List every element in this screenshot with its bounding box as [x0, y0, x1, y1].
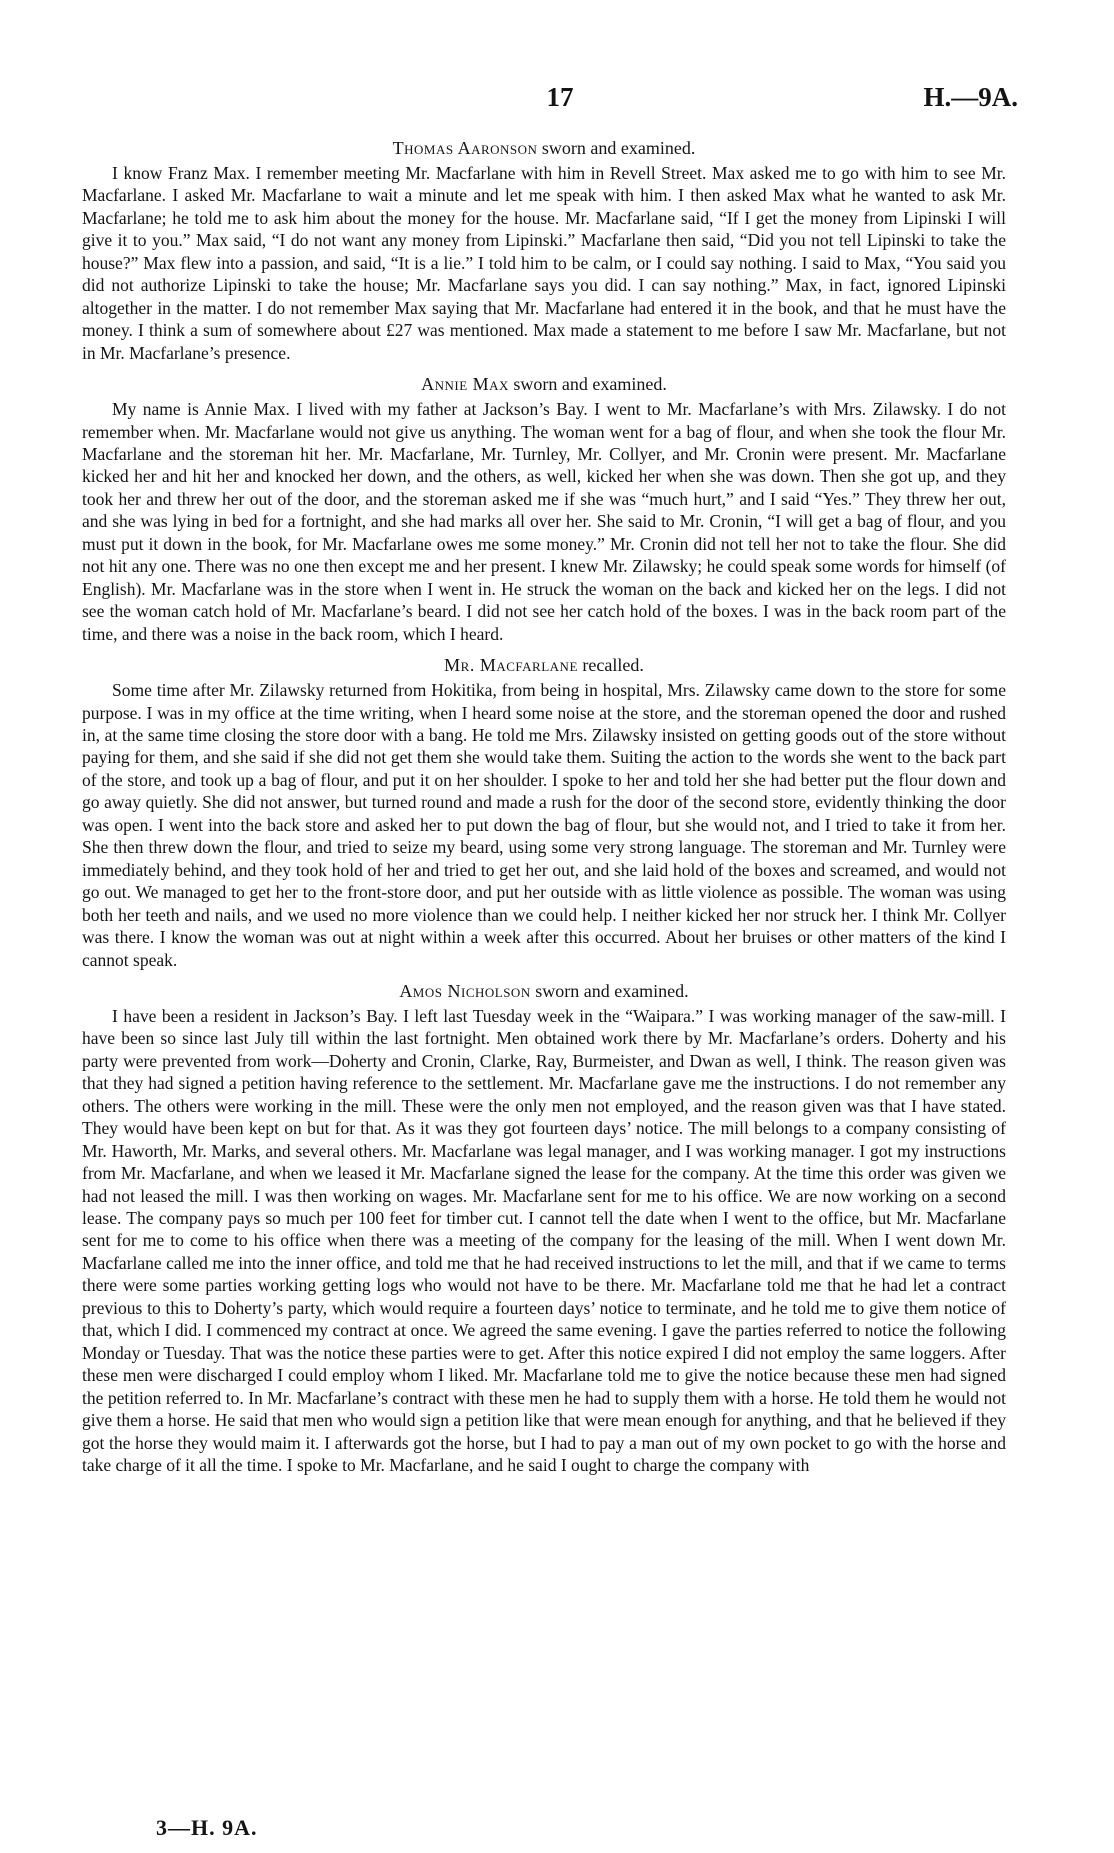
testimony-paragraph: I know Franz Max. I remember meeting Mr. Macfarlane with him in Revell Street. Max asked me to go with him to see Mr. Macfarlane. I asked Mr. Macfarlane to wait a minute and let me speak with him. I then asked Max what he wanted to ask Mr. Macfarlane; he told me to ask him about the money for the house. Mr. Macfarlane said, “If I get the money from Lipinski I will give it to you.” Max said, “I do not want any money from Lipinski.” Macfarlane then said, “Did you not tell Lipinski to take the house?” Max flew into a passion, and said, “It is a lie.” I told him to be calm, or I could say nothing. I said to Max, “You said you did not authorize Lipinski to take the house; Mr. Macfarlane says you did. I can say nothing.” Max, in fact, ignored Lipinski altogether in the matter. I do not remember Max saying that Mr. Macfarlane had entered it in the book, and that he must have the money. I think a sum of somewhere about £27 was mentioned. Max made a statement to me before I saw Mr. Macfarlane, but not in Mr. Macfarlane’s presence.	[82, 163, 1006, 363]
section-heading	[82, 654, 1006, 676]
heading-suffix: sworn and examined.	[508, 374, 667, 395]
document-body	[82, 137, 1006, 1485]
testimony-paragraph: Some time after Mr. Zilawsky returned from Hokitika, from being in hospital, Mrs. Zilawsky came down to the store for some purpose. I was in my office at the time writing, when I heard some noise at the store, and the storeman opened the door and rushed in, at the same time closing the store door with a bang. He told me Mrs. Zilawsky insisted on getting goods out of the store without paying for them, and she said if she did not get them she would take them. Suiting the action to the words she went to the back part of the store, and took up a bag of flour, and put it on her shoulder. I spoke to her and told her she had better put the flour down and go away quietly. She did not answer, but turned round and made a rush for the door of the second store, evidently thinking the door was open. I went into the back store and asked her to put down the bag of flour, but she would not, and I tried to take it from her. She then threw down the flour, and tried to seize my beard, using some very strong language. The storeman and Mr. Turnley were immediately behind, and they took hold of her and tried to get her out, and she laid hold of the boxes and screamed, and would not go out. We managed to get her to the front-store door, and put her outside with as little violence as possible. The woman was using both her teeth and nails, and we used no more violence than we could help. I neither kicked her nor struck her. I think Mr. Collyer was there. I know the woman was out at night within a week after this occurred. About her bruises or other matters of the kind I cannot speak.	[82, 680, 1006, 970]
testimony-paragraph: I have been a resident in Jackson’s Bay. I left last Tuesday week in the “Waipara.” I was working manager of the saw-mill. I have been so since last July till within the last fortnight. Men obtained work there by Mr. Macfarlane’s orders. Doherty and his party were prevented from work—Doherty and Cronin, Clarke, Ray, Burmeister, and Dwan as well, I think. The reason given was that they had signed a petition having reference to the settlement. Mr. Macfarlane gave me the instructions. I do not remember any others. The others were working in the mill. These were the only men not employed, and the reason given was that I have stated. They would have been kept on but for that. As it was they got fourteen days’ notice. The mill belongs to a company consisting of Mr. Haworth, Mr. Marks, and several others. Mr. Macfarlane was legal manager, and I was working manager. I got my instructions from Mr. Macfarlane, and when we leased it Mr. Macfarlane signed the lease for the company. At the time this order was given we had not leased the mill. I was then working on wages. Mr. Macfarlane sent for me to his office. We are now working on a second lease. The company pays so much per 100 feet for timber cut. I cannot tell the date when I went to the office, but Mr. Macfarlane sent for me to come to his office when there was a meeting of the company for the leasing of the mill. When I went down Mr. Macfarlane called me into the inner office, and told me that he had received instructions to let the mill, and that if we came to terms there were some parties working getting logs who would not have to be there. Mr. Macfarlane told me that he had let a contract previous to this to Doherty’s party, which would require a fourteen days’ notice to terminate, and he told me to give them notice of that, which I did. I commenced my contract at once. We agreed the same evening. I gave the parties referred to notice the following Monday or Tuesday. That was the notice these parties were to get. After this notice expired I did not employ the same loggers. After these men were discharged I could employ whom I liked. Mr. Macfarlane told me to give the notice because these men had signed the petition referred to. In Mr. Macfarlane’s contract with these men he had to supply them with a horse. He told them he would not give them a horse. He said that men who would sign a petition like that were mean enough for anything, and that he believed if they got the horse they would maim it. I afterwards got the horse, but I had to pay a man out of my own pocket to go with the horse and take charge of it all the time. I spoke to Mr. Macfarlane, and he said I ought to charge the company with	[82, 1005, 1006, 1476]
heading-suffix: sworn and examined.	[530, 980, 689, 1001]
sheet-signature: 3—H. 9A.	[156, 1815, 258, 1840]
section-heading	[82, 137, 1006, 159]
heading-suffix: recalled.	[577, 655, 644, 676]
witness-name: Thomas Aaronson	[392, 138, 538, 158]
heading-suffix: sworn and examined.	[537, 138, 696, 158]
section-heading	[82, 980, 1006, 1002]
witness-name: Amos Nicholson	[399, 980, 531, 1001]
witness-name: Annie Max	[421, 374, 509, 395]
testimony-paragraph: My name is Annie Max. I lived with my father at Jackson’s Bay. I went to Mr. Macfarlane’s with Mrs. Zilawsky. I do not remember when. Mr. Macfarlane would not give us anything. The woman went for a bag of flour, and when she took the flour Mr. Macfarlane and the storeman hit her. Mr. Macfarlane, Mr. Turnley, Mr. Collyer, and Mr. Cronin were present. Mr. Macfarlane kicked her and hit her and knocked her down, and the others, as well, kicked her when she was down. Then she got up, and they took her and threw her out of the door, and the storeman asked me if she was “much hurt,” and I said “Yes.” They threw her out, and she was lying in bed for a fortnight, and she had marks all over her. She said to Mr. Cronin, “I will get a bag of flour, and you must put it down in the book, for Mr. Macfarlane owes me some money.” Mr. Cronin did not tell her not to take the flour. She did not hit any one. There was no one then except me and her present. I knew Mr. Zilawsky; he could speak some words for himself (of English). Mr. Macfarlane was in the store when I went in. He struck the woman on the back and kicked her on the legs. I did not see the woman catch hold of Mr. Macfarlane’s beard. I did not see her catch hold of the boxes. I was in the back room part of the time, and there was a noise in the back room, which I heard.	[82, 399, 1006, 644]
document-reference: H.—9A.	[923, 82, 1018, 112]
section-heading	[82, 373, 1006, 395]
page-number: 17	[546, 82, 574, 112]
witness-name: Mr. Macfarlane	[444, 655, 578, 676]
